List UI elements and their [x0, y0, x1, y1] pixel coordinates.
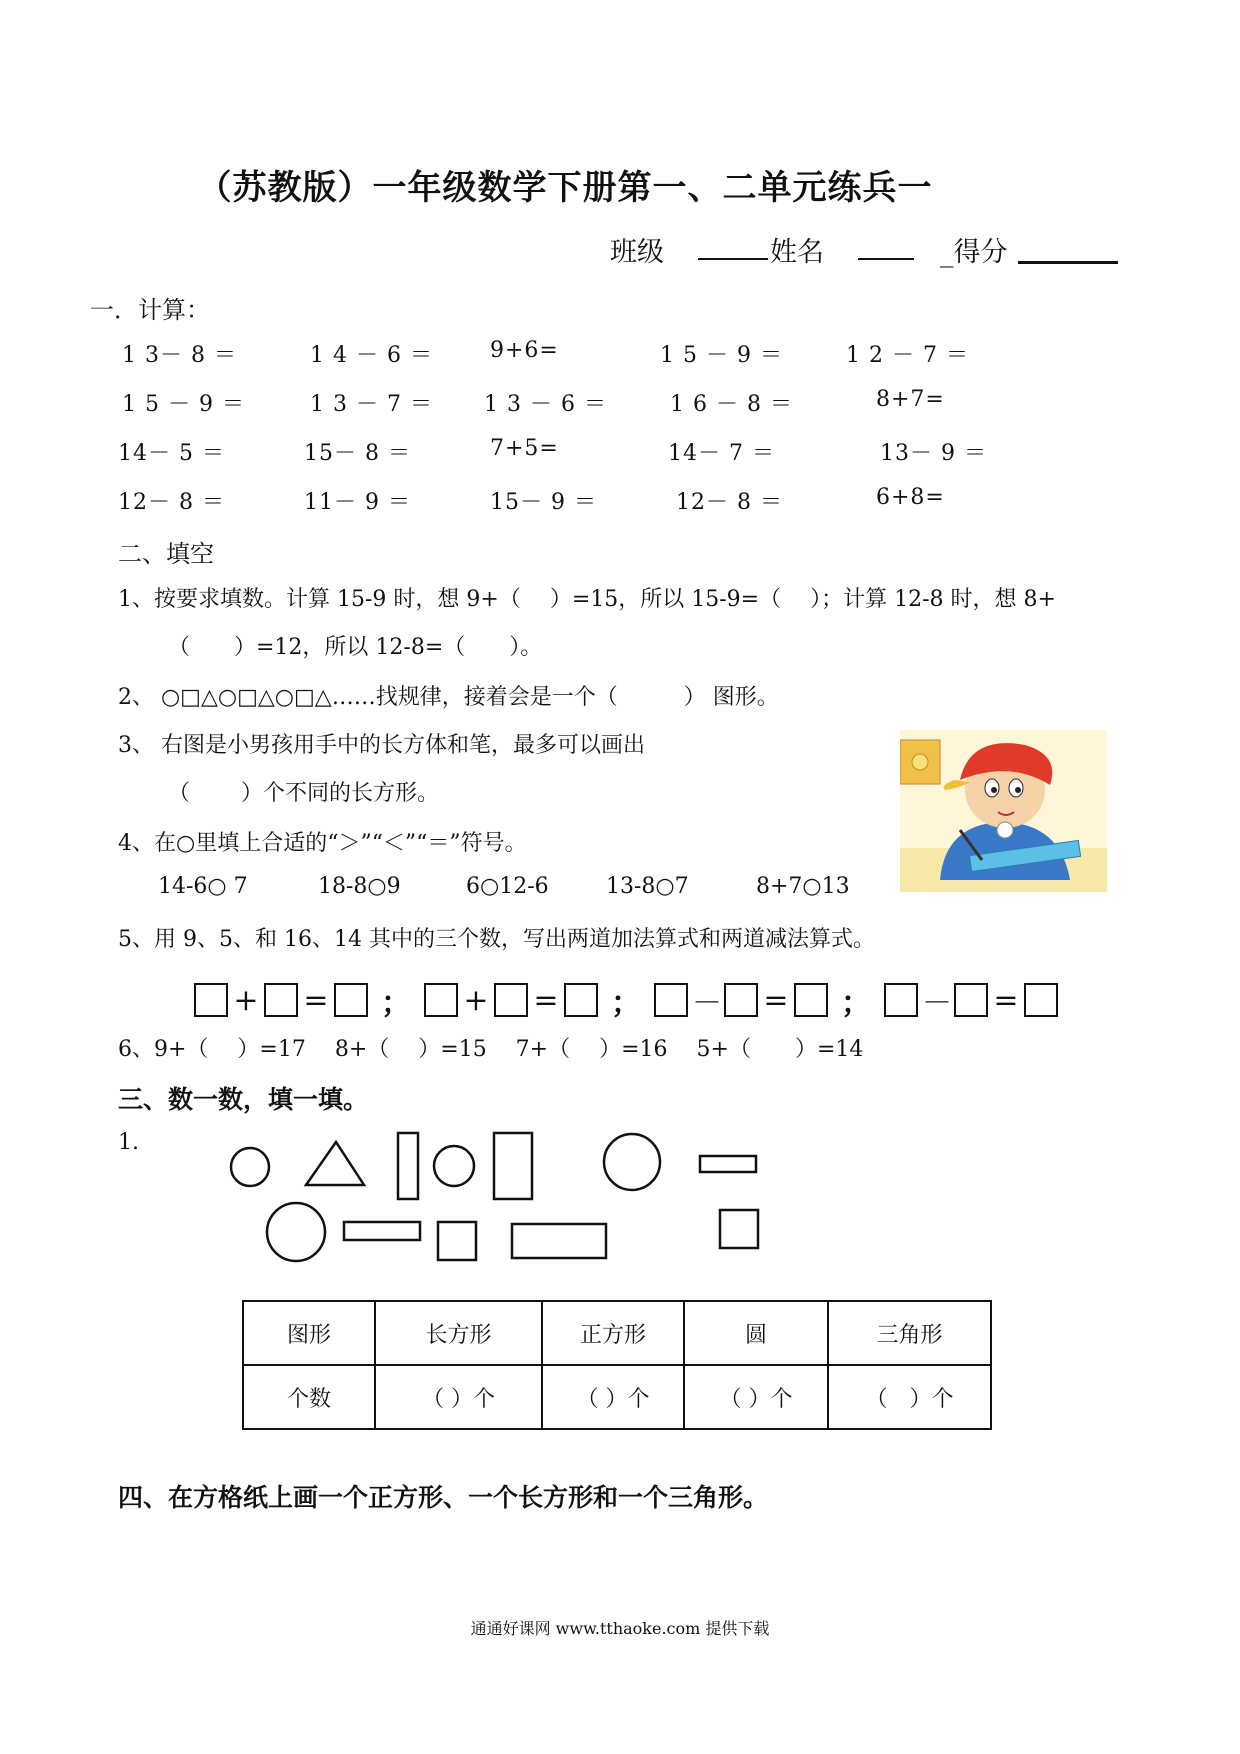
calc-item: 15－ 9 ＝: [490, 490, 597, 515]
equals-sign: =: [763, 982, 789, 1018]
question-3-line-2: （ ）个不同的长方形。: [168, 781, 439, 806]
calc-item: 6+8=: [876, 485, 945, 510]
answer-cell[interactable]: （ ）个: [542, 1365, 684, 1429]
section-1-heading: 一．计算：: [90, 296, 210, 324]
separator: ；: [611, 986, 641, 1021]
circle-shape: [604, 1134, 660, 1190]
question-3-line-1: 3、 右图是小男孩用手中的长方体和笔，最多可以画出: [118, 733, 645, 758]
name-label: 姓名: [770, 237, 824, 268]
calc-item: 11－ 9 ＝: [304, 490, 411, 515]
calc-item: 1 3 － 7 ＝: [310, 392, 433, 417]
compare-item: 13-8○7: [606, 874, 689, 899]
calc-item: 1 4 － 6 ＝: [310, 343, 433, 368]
rectangle-shape: [700, 1156, 756, 1172]
table-cell: 圆: [684, 1301, 828, 1365]
calc-item: 1 2 － 7 ＝: [846, 343, 969, 368]
calc-item: 14－ 5 ＝: [118, 441, 225, 466]
table-cell: 正方形: [542, 1301, 684, 1365]
question-1-line-1: 1、按要求填数。计算 15-9 时，想 9+（ ）=15，所以 15-9=（ ）；计算 12-8 时，想 8+: [118, 587, 1056, 612]
compare-item: 14-6○ 7: [158, 874, 248, 899]
answer-cell[interactable]: （ ）个: [828, 1365, 991, 1429]
shape-count-table: [242, 1300, 992, 1430]
separator: ；: [381, 986, 411, 1021]
calc-item: 7+5=: [490, 436, 559, 461]
compare-item: 6○12-6: [466, 874, 549, 899]
question-6: 6、9+（ ）=17 8+（ ）=15 7+（ ）=16 5+（ ）=14: [118, 1037, 864, 1062]
calc-item: 8+7=: [876, 387, 945, 412]
calc-item: 12－ 8 ＝: [118, 490, 225, 515]
equals-sign: =: [303, 982, 329, 1018]
table-cell: 长方形: [375, 1301, 542, 1365]
question-2: 2、 ○□△○□△○□△……找规律，接着会是一个（ ） 图形。: [118, 685, 779, 710]
compare-item: 8+7○13: [756, 874, 850, 899]
section-4-heading: 四、在方格纸上画一个正方形、一个长方形和一个三角形。: [118, 1483, 769, 1512]
rectangle-shape: [344, 1222, 420, 1240]
equals-sign: =: [993, 982, 1019, 1018]
separator: ；: [841, 986, 871, 1021]
score-label: _得分: [940, 237, 1008, 268]
calc-item: 13－ 9 ＝: [880, 441, 987, 466]
compare-item: 18-8○9: [318, 874, 401, 899]
question-5: 5、用 9、5、和 16、14 其中的三个数，写出两道加法算式和两道减法算式。: [118, 927, 875, 952]
rectangle-shape: [512, 1224, 606, 1258]
calc-item: 15－ 8 ＝: [304, 441, 411, 466]
triangle-shape: [306, 1142, 364, 1185]
section-2-heading: 二、填空: [118, 540, 214, 568]
question-1-line-2: （ ）=12，所以 12-8=（ ）。: [168, 635, 543, 660]
calc-item: 1 5 － 9 ＝: [660, 343, 783, 368]
calc-item: 1 3－ 8 ＝: [122, 343, 237, 368]
table-cell: 图形: [243, 1301, 375, 1365]
count-question-number: 1.: [118, 1130, 139, 1155]
calc-item: 14－ 7 ＝: [668, 441, 775, 466]
calc-item: 1 3 － 6 ＝: [484, 392, 607, 417]
circle-shape: [267, 1203, 325, 1261]
square-shape: [438, 1222, 476, 1260]
table-cell: 个数: [243, 1365, 375, 1429]
answer-cell[interactable]: （ ）个: [684, 1365, 828, 1429]
rectangle-shape: [398, 1133, 418, 1199]
minus-sign: －: [692, 986, 722, 1021]
table-cell: 三角形: [828, 1301, 991, 1365]
section-3-heading: 三、数一数，填一填。: [118, 1085, 369, 1114]
plus-sign: +: [463, 982, 489, 1018]
minus-sign: －: [922, 986, 952, 1021]
square-shape: [720, 1210, 758, 1248]
page-title: （苏教版）一年级数学下册第一、二单元练兵一: [197, 168, 933, 208]
class-label: 班级: [610, 237, 664, 268]
calc-item: 1 5 － 9 ＝: [122, 392, 245, 417]
circle-shape: [434, 1146, 474, 1186]
circle-shape: [231, 1148, 269, 1186]
calc-item: 12－ 8 ＝: [676, 490, 783, 515]
footer-credit: 通通好课网 www.tthaoke.com 提供下载: [470, 1619, 770, 1638]
calc-item: 9+6=: [490, 338, 559, 363]
calc-item: 1 6 － 8 ＝: [670, 392, 793, 417]
table-header-row: [243, 1301, 991, 1365]
rectangle-shape: [494, 1133, 532, 1199]
plus-sign: +: [233, 982, 259, 1018]
equals-sign: =: [533, 982, 559, 1018]
table-row: [243, 1365, 991, 1429]
answer-cell[interactable]: （ ）个: [375, 1365, 542, 1429]
question-4: 4、在○里填上合适的“＞”“＜”“＝”符号。: [118, 831, 527, 856]
